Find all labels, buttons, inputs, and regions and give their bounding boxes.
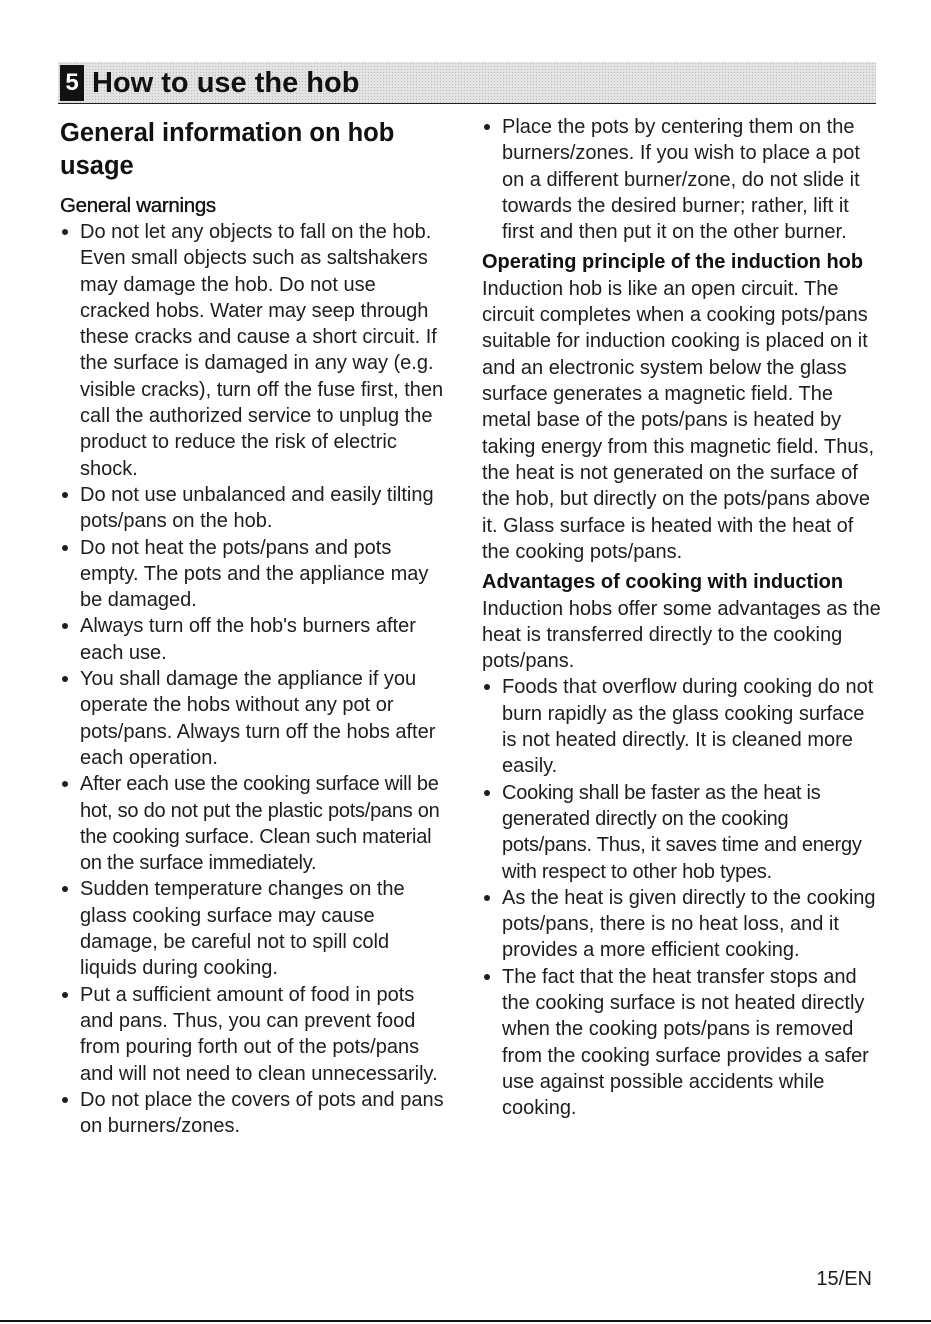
operating-principle-heading: Operating principle of the induction hob [482,251,864,274]
list-item: Do not place the covers of pots and pans on burners/zones. [60,1087,450,1140]
bottom-divider [0,1320,931,1322]
list-item: Do not use unbalanced and easily tilting pots/pans on the hob. [60,482,450,535]
left-column [60,114,450,1139]
list-item: As the heat is given directly to the cooking pots/pans, there is no heat loss, and it provides a more efficient cooking. [482,885,882,964]
general-warnings-list [60,219,450,1139]
operating-principle-text: Induction hob is like an open circuit. The circuit completes when a cooking pots/pans suitable for induction cooking is placed on it and an electronic system below the glass surface generates a magnetic field. The metal base of the pots/pans is heated by taking energy from this magnetic field. Thus, the heat is not generated on the surface of the hob, but directly on the pots/pans above it. Glass surface is heated with the heat of the cooking pots/pans. [482,277,875,563]
right-column [482,114,882,1122]
chapter-header-bar [58,62,876,104]
list-item: Place the pots by centering them on the burners/zones. If you wish to place a pot on a different burner/zone, do not slide it towards the desired burner; rather, lift it first and then put it on the other burner. [482,114,882,245]
list-item: The fact that the heat transfer stops and the cooking surface is not heated directly when the cooking pots/pans is removed from the cooking surface provides a safer use against possible accidents while cooking. [482,964,882,1122]
list-item: You shall damage the appliance if you operate the hobs without any pot or pots/pans. Always turn off the hobs after each operation. [60,666,450,771]
list-item: Do not let any objects to fall on the hob. Even small objects such as saltshakers may damage the hob. Do not use cracked hobs. Water may seep through these cracks and cause a short circuit. If the surface is damaged in any way (e.g. visible cracks), turn off the fuse first, then call the authorized service to unplug the product to reduce the risk of electric shock. [60,219,450,482]
list-item: Do not heat the pots/pans and pots empty. The pots and the appliance may be damaged. [60,535,450,614]
page-number: 15/EN [816,1268,872,1290]
placement-list [482,114,882,245]
section-title: General information on hob usage [60,119,395,180]
list-item: After each use the cooking surface will be hot, so do not put the plastic pots/pans on the cooking surface. Clean such material on the surface immediately. [60,771,450,876]
chapter-title: How to use the hob [92,67,360,99]
advantages-list [482,674,882,1121]
list-item: Foods that overflow during cooking do not burn rapidly as the glass cooking surface is not heated directly. It is cleaned more easily. [482,674,882,779]
advantages-text: Induction hobs offer some advantages as the heat is transferred directly to the cooking pots/pans. [482,597,881,673]
list-item: Always turn off the hob's burners after each use. [60,613,450,666]
list-item: Sudden temperature changes on the glass cooking surface may cause damage, be careful not to spill cold liquids during cooking. [60,876,450,981]
advantages-heading: Advantages of cooking with induction [482,571,844,594]
chapter-number-badge: 5 [60,65,84,101]
subsection-title: General warnings [60,194,216,217]
list-item: Cooking shall be faster as the heat is generated directly on the cooking pots/pans. Thus, it saves time and energy with respect to other hob types. [482,780,882,885]
list-item: Put a sufficient amount of food in pots and pans. Thus, you can prevent food from pouring forth out of the pots/pans and will not need to clean unnecessarily. [60,982,450,1087]
